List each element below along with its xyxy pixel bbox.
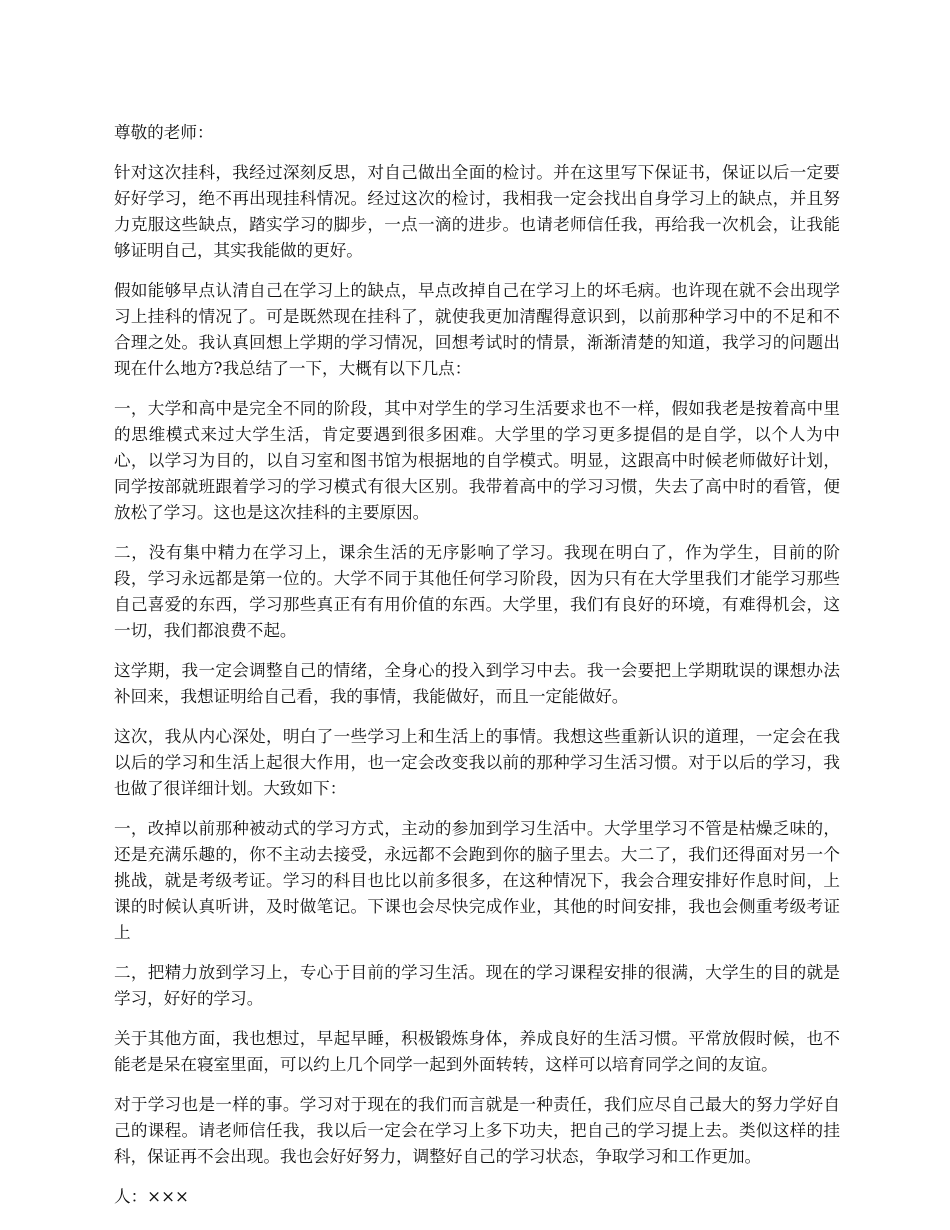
paragraph-7: 一，改掉以前那种被动式的学习方式，主动的参加到学习生活中。大学里学习不管是枯燥乏味的，还是充满乐趣的，你不主动去接受，永远都不会跑到你的脑子里去。大二了，我们还得面对另一个挑战，就是考级考证。学习的科目也比以前多很多，在这种情况下，我会合理安排好作息时间，上课的时候认真听讲，及时做笔记。下课也会尽快完成作业，其他的时间安排，我也会侧重考级考证上 xyxy=(114,819,840,942)
paragraph-5: 这学期，我一定会调整自己的情绪，全身心的投入到学习中去。我一会要把上学期耽误的课想办法补回来，我想证明给自己看，我的事情，我能做好，而且一定能做好。 xyxy=(114,661,840,706)
paragraph-1: 针对这次挂科，我经过深刻反思，对自己做出全面的检讨。并在这里写下保证书，保证以后一定要好好学习，绝不再出现挂科情况。经过这次的检讨，我相我一定会找出自身学习上的缺点，并且努力克服这些缺点，踏实学习的脚步，一点一滴的进步。也请老师信任我，再给我一次机会，让我能够证明自己，其实我能做的更好。 xyxy=(114,163,840,260)
paragraph-6: 这次，我从内心深处，明白了一些学习上和生活上的事情。我想这些重新认识的道理，一定会在我以后的学习和生活上起很大作用，也一定会改变我以前的那种学习生活习惯。对于以后的学习，我也做了很详细计划。大致如下： xyxy=(114,727,840,798)
paragraph-9: 关于其他方面，我也想过，早起早睡，积极锻炼身体，养成良好的生活习惯。平常放假时候，也不能老是呆在寝室里面，可以约上几个同学一起到外面转转，这样可以培育同学之间的友谊。 xyxy=(114,1029,840,1074)
paragraph-3: 一，大学和高中是完全不同的阶段，其中对学生的学习生活要求也不一样，假如我老是按着高中里的思维模式来过大学生活，肯定要遇到很多困难。大学里的学习更多提倡的是自学，以个人为中心，以学习为目的，以自习室和图书馆为根据地的自学模式。明显，这跟高中时候老师做好计划，同学按部就班跟着学习的学习模式有很大区别。我带着高中的学习习惯，失去了高中时的看管，便放松了学习。这也是这次挂科的主要原因。 xyxy=(114,399,840,522)
paragraph-10: 对于学习也是一样的事。学习对于现在的我们而言就是一种责任，我们应尽自己最大的努力学好自己的课程。请老师信任我，我以后一定会在学习上多下功夫，把自己的学习提上去。类似这样的挂科，保证再不会出现。我也会好好努力，调整好自己的学习状态，争取学习和工作更加。 xyxy=(114,1095,840,1166)
paragraph-4: 二，没有集中精力在学习上，课余生活的无序影响了学习。我现在明白了，作为学生，目前的阶段，学习永远都是第一位的。大学不同于其他任何学习阶段，因为只有在大学里我们才能学习那些自己喜爱的东西，学习那些真正有有用价值的东西。大学里，我们有良好的环境，有难得机会，这一切，我们都浪费不起。 xyxy=(114,543,840,640)
signature: 人：××× xyxy=(114,1187,189,1206)
salutation: 尊敬的老师： xyxy=(114,123,214,142)
document-page xyxy=(114,120,840,1210)
paragraph-2: 假如能够早点认清自己在学习上的缺点，早点改掉自己在学习上的坏毛病。也许现在就不会出现学习上挂科的情况了。可是既然现在挂科了，就使我更加清醒得意识到，以前那种学习中的不足和不合理之处。我认真回想上学期的学习情况，回想考试时的情景，渐渐清楚的知道，我学习的问题出现在什么地方?我总结了一下，大概有以下几点： xyxy=(114,281,840,378)
paragraph-8: 二，把精力放到学习上，专心于目前的学习生活。现在的学习课程安排的很满，大学生的目的就是学习，好好的学习。 xyxy=(114,963,840,1008)
